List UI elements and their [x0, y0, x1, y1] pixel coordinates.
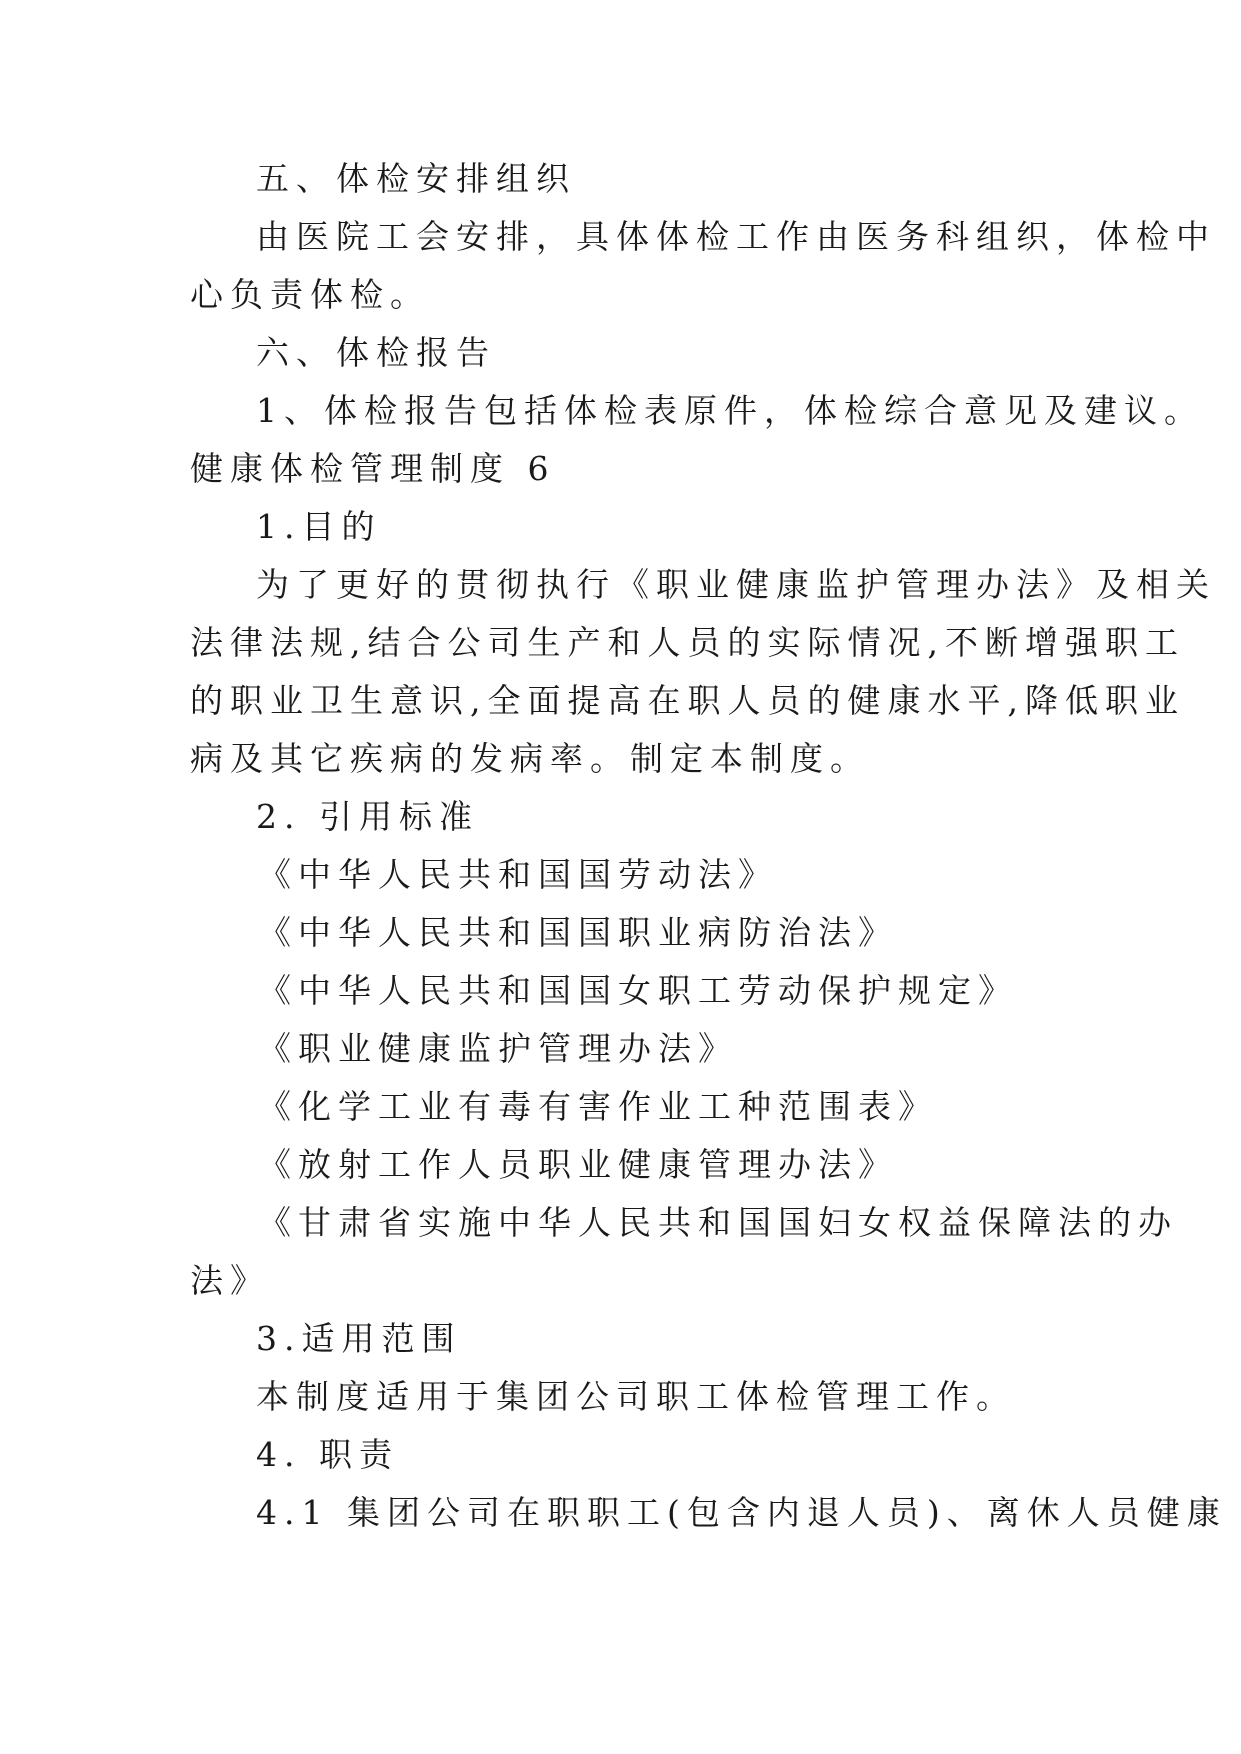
paragraph-line: 本制度适用于集团公司职工体检管理工作。	[256, 1377, 1016, 1416]
paragraph-line: 为了更好的贯彻执行《职业健康监护管理办法》及相关	[256, 565, 1216, 604]
paragraph-line: 1、体检报告包括体检表原件，体检综合意见及建议。	[256, 391, 1204, 430]
paragraph-line: 病及其它疾病的发病率。制定本制度。	[190, 739, 870, 778]
document-page	[190, 150, 1227, 1542]
heading-section-6: 六、体检报告	[256, 333, 496, 372]
heading-references: 2. 引用标准	[256, 797, 479, 836]
reference-item: 《甘肃省实施中华人民共和国国妇女权益保障法的办	[258, 1203, 1178, 1242]
paragraph-line: 4.1 集团公司在职职工(包含内退人员)、离休人员健康	[256, 1493, 1227, 1532]
reference-item: 《放射工作人员职业健康管理办法》	[258, 1145, 898, 1184]
paragraph-line: 心负责体检。	[190, 275, 430, 314]
reference-item: 《中华人民共和国国劳动法》	[258, 855, 778, 894]
paragraph-line: 由医院工会安排，具体体检工作由医务科组织，体检中	[256, 217, 1216, 256]
document-title: 健康体检管理制度 6	[190, 449, 556, 488]
reference-item: 《化学工业有毒有害作业工种范围表》	[258, 1087, 938, 1126]
paragraph-line: 的职业卫生意识,全面提高在职人员的健康水平,降低职业	[190, 681, 1185, 720]
reference-item-continued: 法》	[190, 1261, 270, 1300]
paragraph-line: 法律法规,结合公司生产和人员的实际情况,不断增强职工	[190, 623, 1185, 662]
heading-section-5: 五、体检安排组织	[256, 159, 576, 198]
heading-purpose: 1.目的	[256, 507, 382, 546]
heading-scope: 3.适用范围	[256, 1319, 462, 1358]
reference-item: 《中华人民共和国国女职工劳动保护规定》	[258, 971, 1018, 1010]
heading-responsibilities: 4. 职责	[256, 1435, 399, 1474]
reference-item: 《职业健康监护管理办法》	[258, 1029, 738, 1068]
reference-item: 《中华人民共和国国职业病防治法》	[258, 913, 898, 952]
